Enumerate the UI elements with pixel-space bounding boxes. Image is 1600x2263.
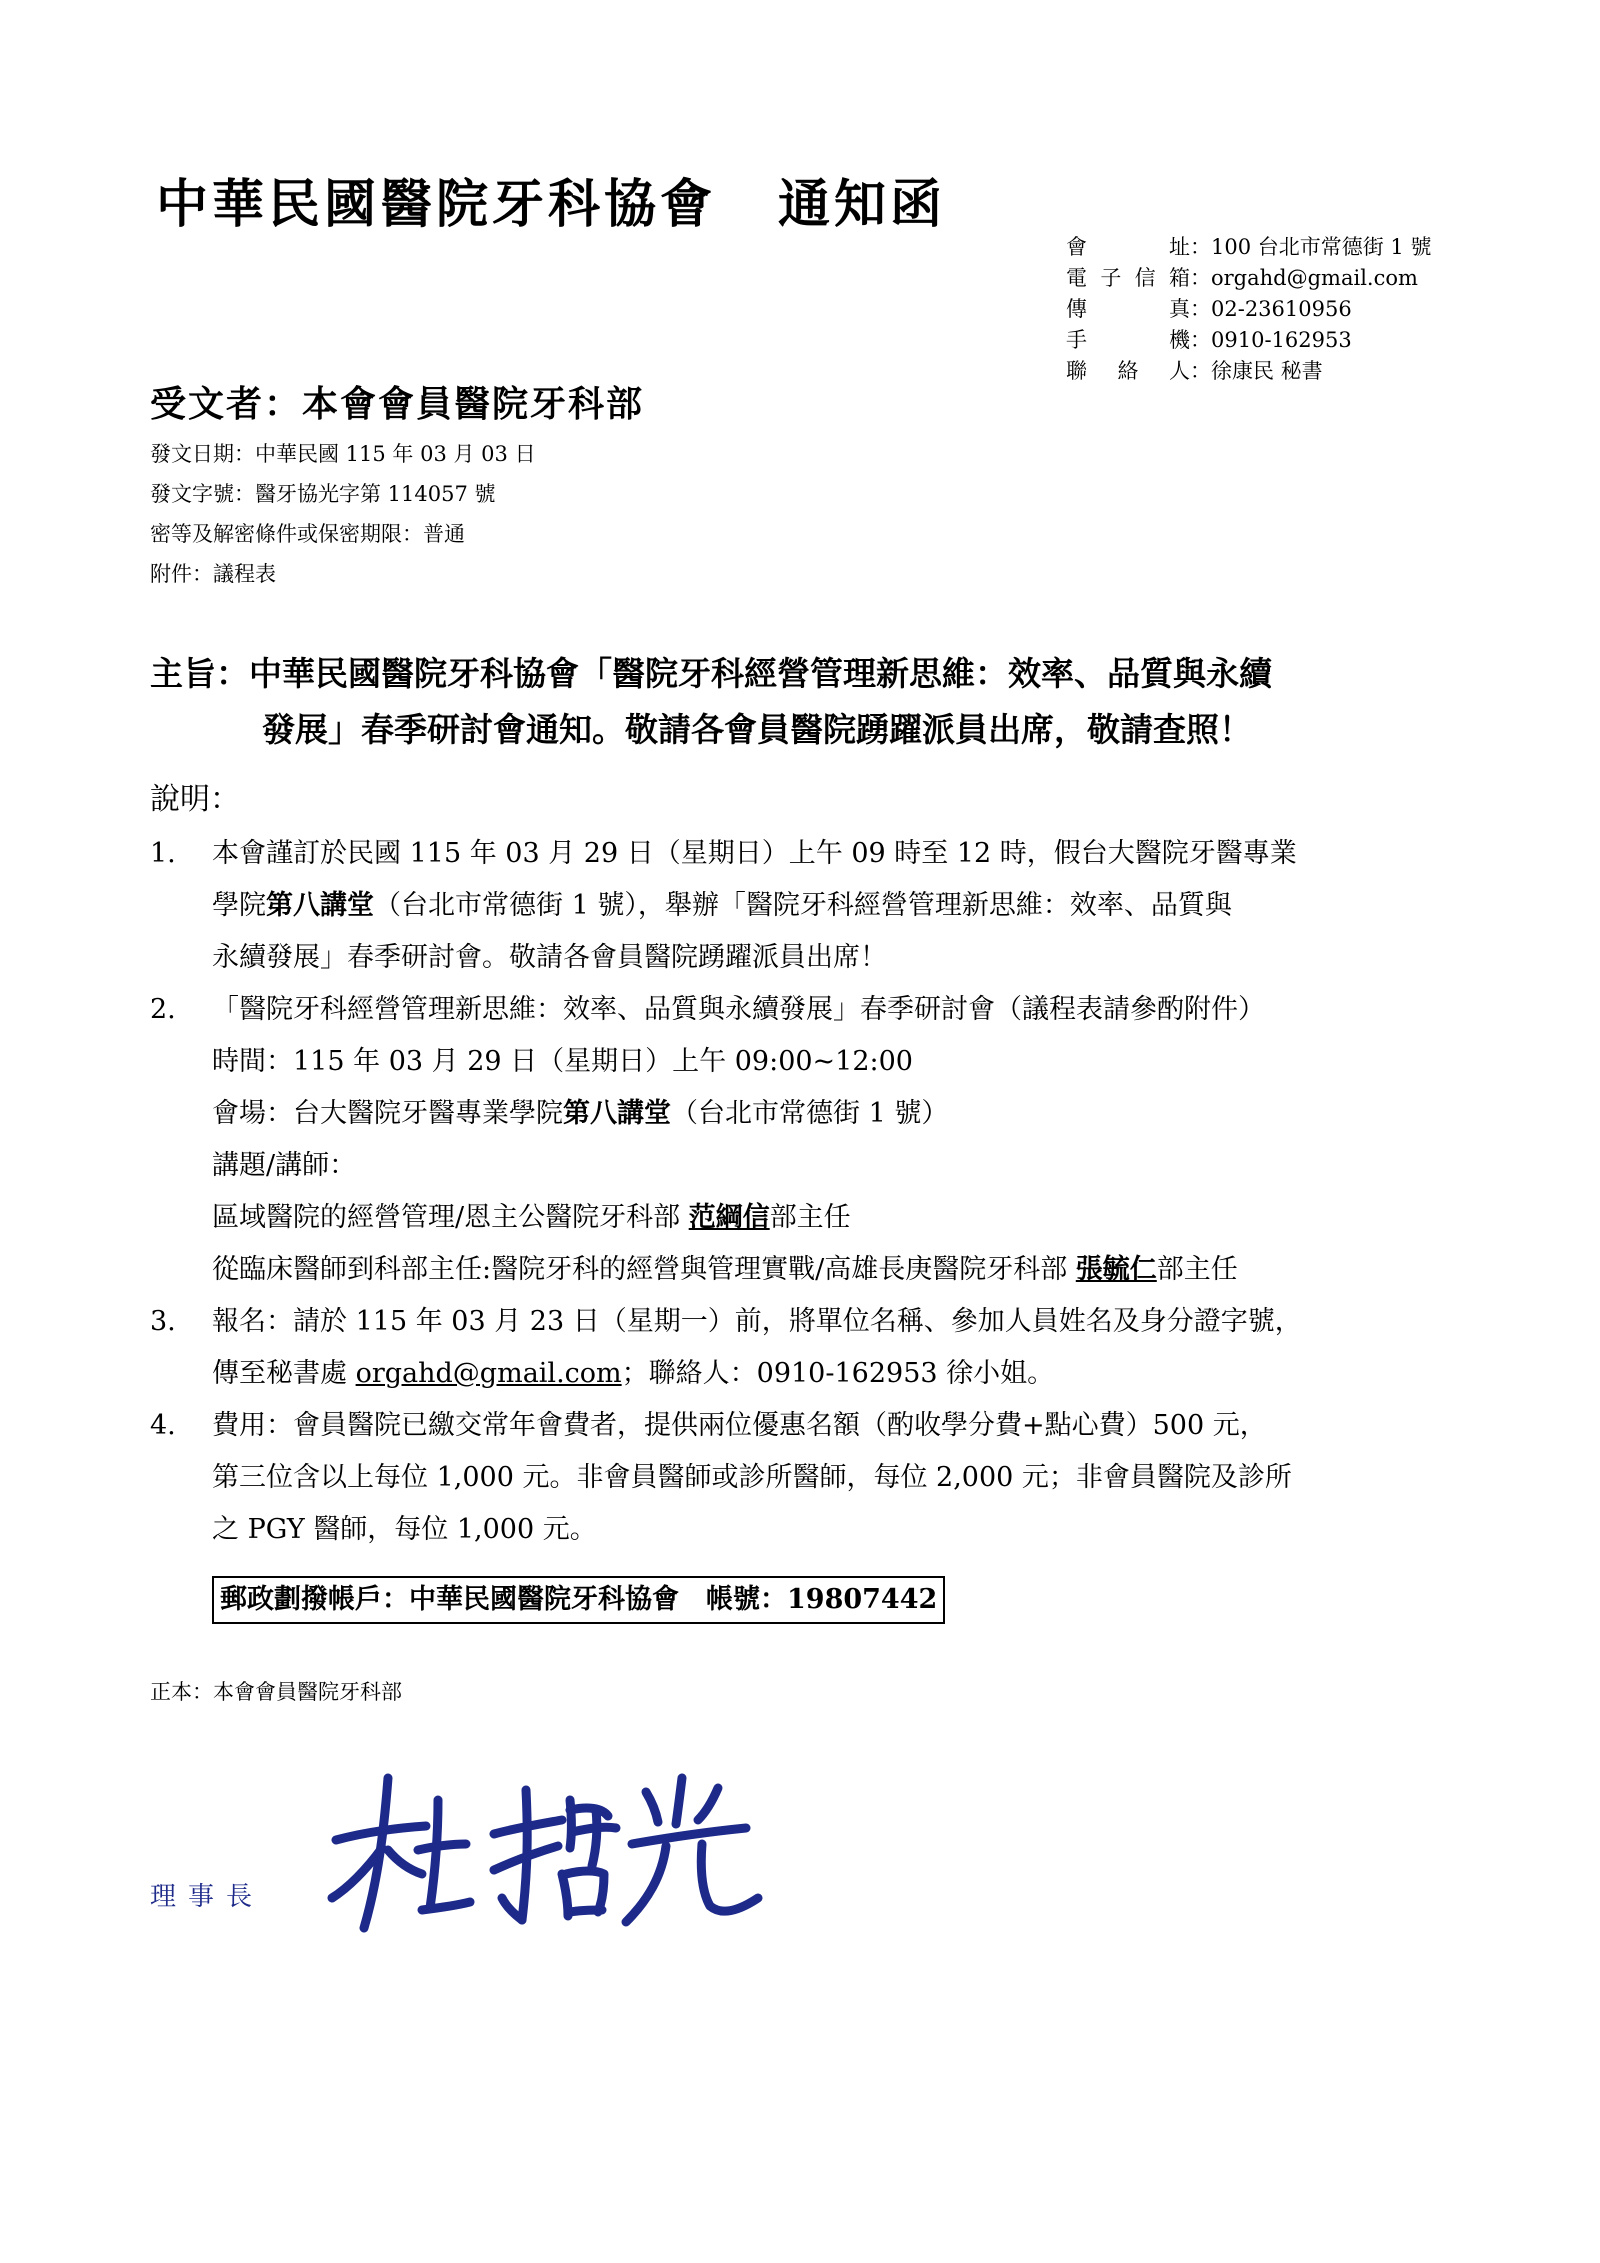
item-line: 講題/講師： [212,1150,357,1181]
text-span: 從臨床醫師到科部主任:醫院牙科的經營與管理實戰/高雄長庚醫院牙科部 [212,1254,1076,1285]
item-line: 第三位含以上每位 1,000 元。非會員醫師或診所醫師，每位 2,000 元；非會員醫院及診所 [212,1462,1292,1493]
item-line [212,1088,1470,1140]
item-line [212,880,1470,932]
text-span: （台北市常德街 1 號） [671,1098,949,1129]
list-item [150,1296,1470,1400]
item-line: 費用：會員醫院已繳交常年會費者，提供兩位優惠名額（酌收學分費+點心費）500 元， [212,1410,1267,1441]
chairman-title: 理事長 [150,1882,265,1912]
text-span: 會場：台大醫院牙醫專業學院 [212,1098,563,1129]
item-line: 永續發展」春季研討會。敬請各會員醫院踴躍派員出席！ [212,942,887,973]
contact-label: 聯絡人 [1066,359,1190,383]
text-span: 傳至秘書處 [212,1358,356,1389]
text-span: 區域醫院的經營管理/恩主公醫院牙科部 [212,1202,689,1233]
item-line: 本會謹訂於民國 115 年 03 月 29 日（星期日）上午 09 時至 12 時，假台大醫院牙醫專業 [212,838,1297,869]
item-number: 1. [150,838,176,869]
speaker-name: 張毓仁 [1075,1254,1157,1285]
item-number: 4. [150,1410,176,1441]
item-line: 報名：請於 115 年 03 月 23 日（星期一）前，將單位名稱、參加人員姓名及身分證字號， [212,1306,1302,1337]
explanation-heading: 說明： [150,782,240,817]
doc-type: 通知函 [778,175,947,235]
item-line: 「醫院牙科經營管理新思維：效率、品質與永續發展」春季研討會（議程表請參酌附件） [212,994,1265,1025]
chairman-signature [326,1770,766,1944]
contact-person [1066,356,1431,387]
item-line: 之 PGY 醫師，每位 1,000 元。 [212,1514,597,1545]
postal-account-box: 郵政劃撥帳戶：中華民國醫院牙科協會 帳號：19807442 [212,1576,945,1624]
item-line [212,1348,1470,1400]
issue-number: 發文字號：醫牙協光字第 114057 號 [150,482,496,506]
contact-label: 傳真 [1066,297,1190,321]
text-span: 學院 [212,890,266,921]
text-span: （台北市常德街 1 號），舉辦「醫院牙科經營管理新思維：效率、品質與 [374,890,1232,921]
text-span: 部主任 [769,1202,851,1233]
document-title [156,162,946,237]
contact-fax [1066,294,1431,325]
explanation-list [150,828,1470,1556]
email-link[interactable]: orgahd@gmail.com [355,1358,622,1389]
speaker-name: 范綱信 [688,1202,770,1233]
venue-room: 第八講堂 [563,1098,671,1129]
contact-value: ：0910-162953 [1190,328,1352,352]
subject-line-2: 發展」春季研討會通知。敬請各會員醫院踴躍派員出席，敬請查照！ [262,710,1252,749]
list-item [150,828,1470,984]
contact-email [1066,263,1431,294]
list-item [150,984,1470,1296]
contact-value: ：02-23610956 [1190,297,1352,321]
item-line [212,1192,1470,1244]
subject-line-1: 主旨：中華民國醫院牙科協會「醫院牙科經營管理新思維：效率、品質與永續 [150,654,1272,693]
text-span: ；聯絡人：0910-162953 徐小姐。 [621,1358,1055,1389]
contact-label: 電子信箱 [1066,266,1190,290]
contact-address [1066,232,1431,263]
contact-label: 會址 [1066,235,1190,259]
issue-date: 發文日期：中華民國 115 年 03 月 03 日 [150,442,536,466]
venue-room: 第八講堂 [266,890,374,921]
security-level: 密等及解密條件或保密期限：普通 [150,522,465,546]
item-number: 2. [150,994,176,1025]
copy-to: 正本：本會會員醫院牙科部 [150,1680,402,1704]
contact-label: 手機 [1066,328,1190,352]
contact-mobile [1066,325,1431,356]
contact-value: ：100 台北市常德街 1 號 [1190,235,1432,259]
signature-icon [326,1770,766,1940]
org-name: 中華民國醫院牙科協會 [156,175,717,235]
recipient: 受文者：本會會員醫院牙科部 [150,384,645,425]
contact-value: ：徐康民 秘書 [1190,359,1323,383]
item-line: 時間：115 年 03 月 29 日（星期日）上午 09:00~12:00 [212,1046,913,1077]
item-number: 3. [150,1306,176,1337]
document-meta [150,434,536,594]
contact-block [1066,232,1431,387]
list-item [150,1400,1470,1556]
attachment: 附件：議程表 [150,562,276,586]
item-line [212,1244,1470,1296]
contact-value: ：orgahd@gmail.com [1190,266,1418,290]
text-span: 部主任 [1156,1254,1238,1285]
subject [150,646,1272,758]
